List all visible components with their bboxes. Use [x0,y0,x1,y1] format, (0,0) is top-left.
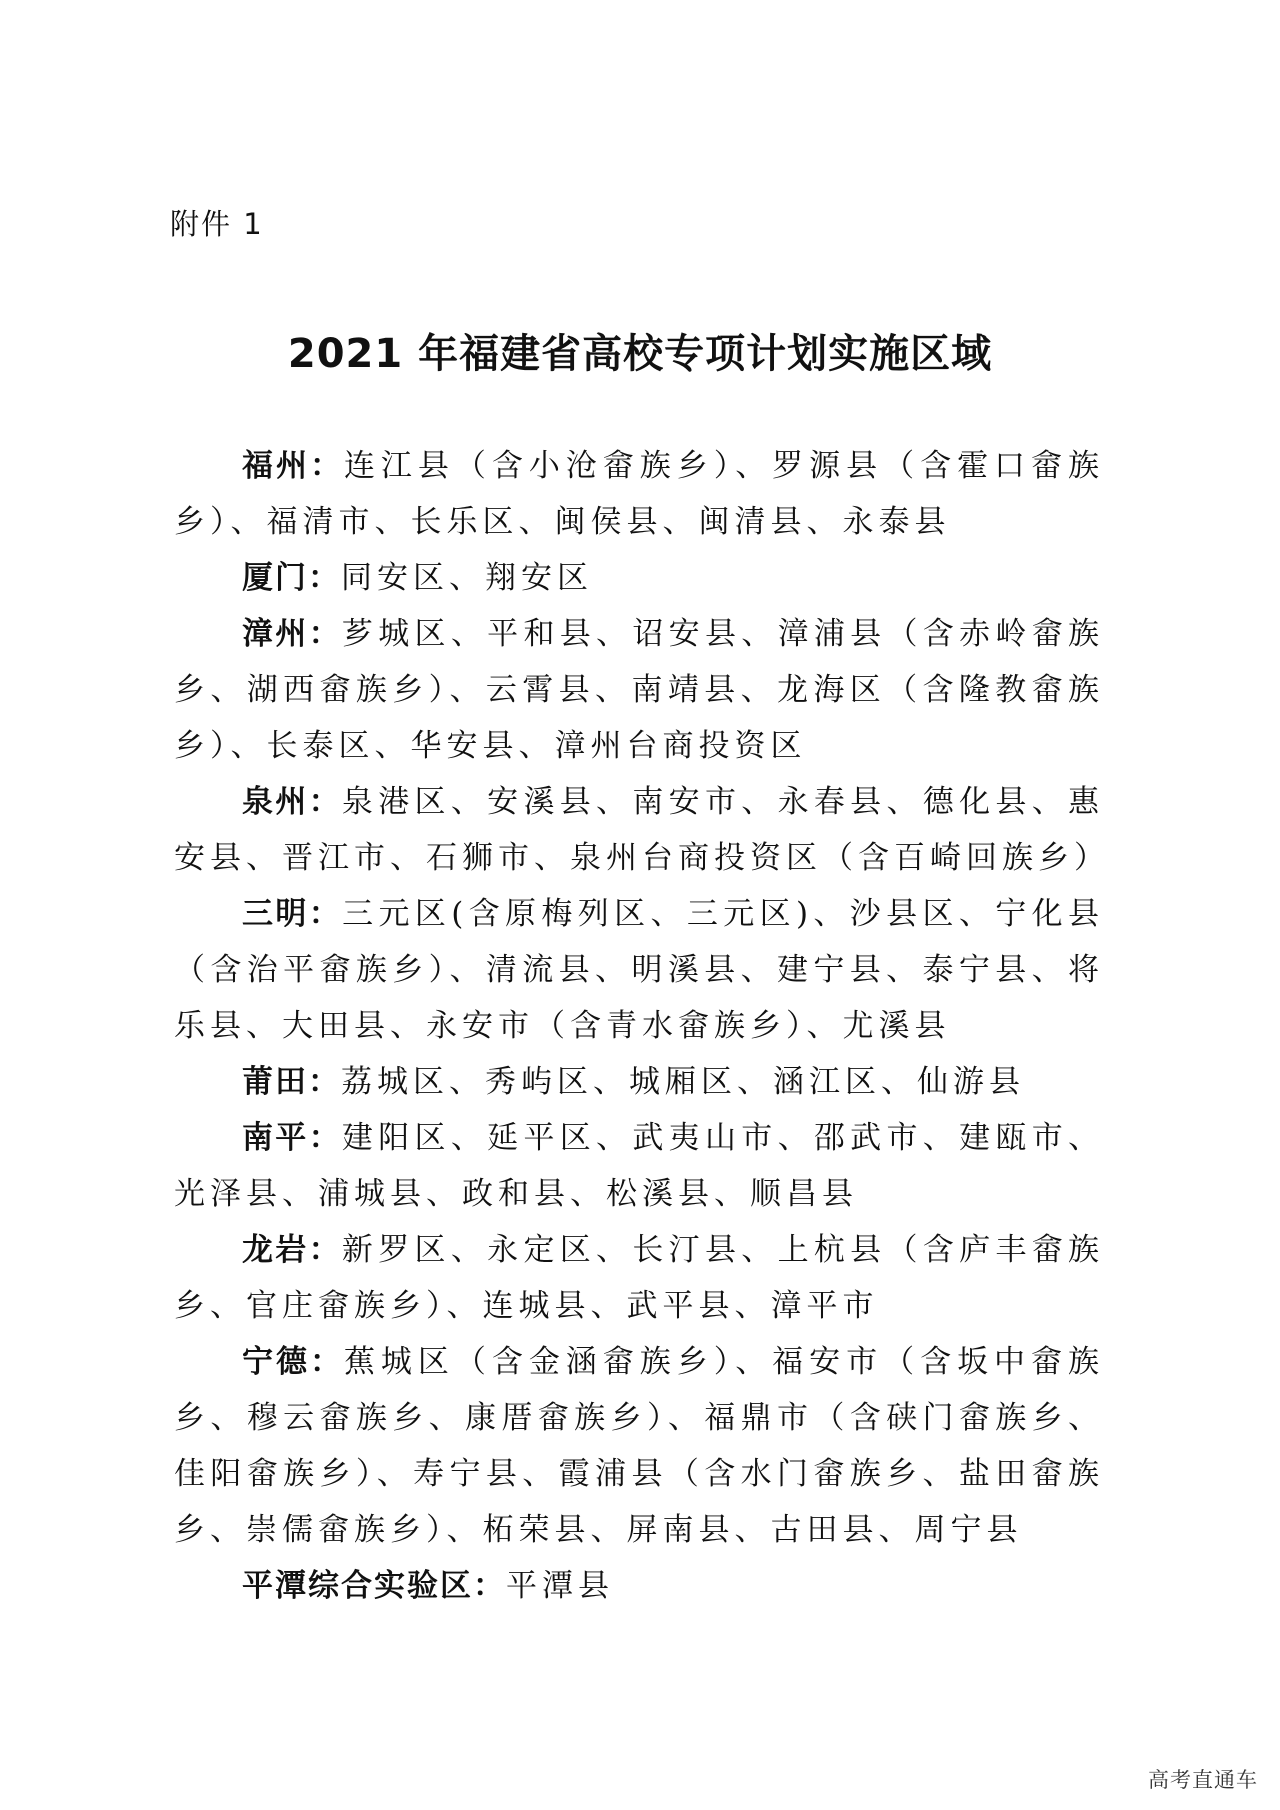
region-name: 福州： [242,448,344,484]
region-paragraph [174,1222,1104,1334]
region-paragraph [174,606,1104,774]
region-paragraph [174,438,1104,550]
region-areas: 建阳区、延平区、武夷山市、邵武市、建瓯市、光泽县、浦城县、政和县、松溪县、顺昌县 [174,1120,1105,1212]
region-paragraph [174,1054,1104,1110]
region-name: 南平： [242,1120,342,1156]
region-name: 莆田： [242,1064,341,1100]
region-areas: 蕉城区（含金涵畲族乡）、福安市（含坂中畲族乡、穆云畲族乡、康厝畲族乡）、福鼎市（含硖门畲族乡、佳阳畲族乡）、寿宁县、霞浦县（含水门畲族乡、盐田畲族乡、崇儒畲族乡）、柘荣县、屏南县、古田县、周宁县 [174,1344,1105,1548]
region-areas: 荔城区、秀屿区、城厢区、涵江区、仙游县 [341,1064,1025,1100]
region-paragraph [174,886,1104,1054]
region-list [174,438,1110,1614]
region-name: 三明： [242,896,343,932]
region-name: 泉州： [242,784,342,820]
region-areas: 新罗区、永定区、长汀县、上杭县（含庐丰畲族乡、官庄畲族乡）、连城县、武平县、漳平市 [174,1232,1105,1324]
attachment-label: 附件 1 [170,207,264,241]
region-areas: 芗城区、平和县、诏安县、漳浦县（含赤岭畲族乡、湖西畲族乡）、云霄县、南靖县、龙海区（含隆教畲族乡）、长泰区、华安县、漳州台商投资区 [174,616,1105,764]
region-paragraph [174,1334,1104,1558]
region-paragraph [174,1558,1104,1614]
watermark-text: 高考直通车 [1148,1768,1258,1792]
region-areas: 平潭县 [506,1568,614,1604]
region-areas: 三元区(含原梅列区、三元区)、沙县区、宁化县（含治平畲族乡）、清流县、明溪县、建宁县、泰宁县、将乐县、大田县、永安市（含青水畲族乡）、尤溪县 [174,896,1105,1044]
region-name: 厦门： [242,560,341,596]
region-name: 漳州： [242,616,342,652]
region-name: 龙岩： [242,1232,342,1268]
region-paragraph [174,774,1110,886]
region-paragraph [174,1110,1104,1222]
region-name: 宁德： [242,1344,344,1380]
document-title: 2021 年福建省高校专项计划实施区域 [287,331,993,377]
region-areas: 泉港区、安溪县、南安市、永春县、德化县、惠安县、晋江市、石狮市、泉州台商投资区（含百崎回族乡） [174,784,1110,876]
region-paragraph [174,550,1104,606]
region-areas: 同安区、翔安区 [341,560,593,596]
region-name: 平潭综合实验区： [242,1568,506,1604]
region-areas: 连江县（含小沧畲族乡）、罗源县（含霍口畲族乡）、福清市、长乐区、闽侯县、闽清县、永泰县 [174,448,1105,540]
